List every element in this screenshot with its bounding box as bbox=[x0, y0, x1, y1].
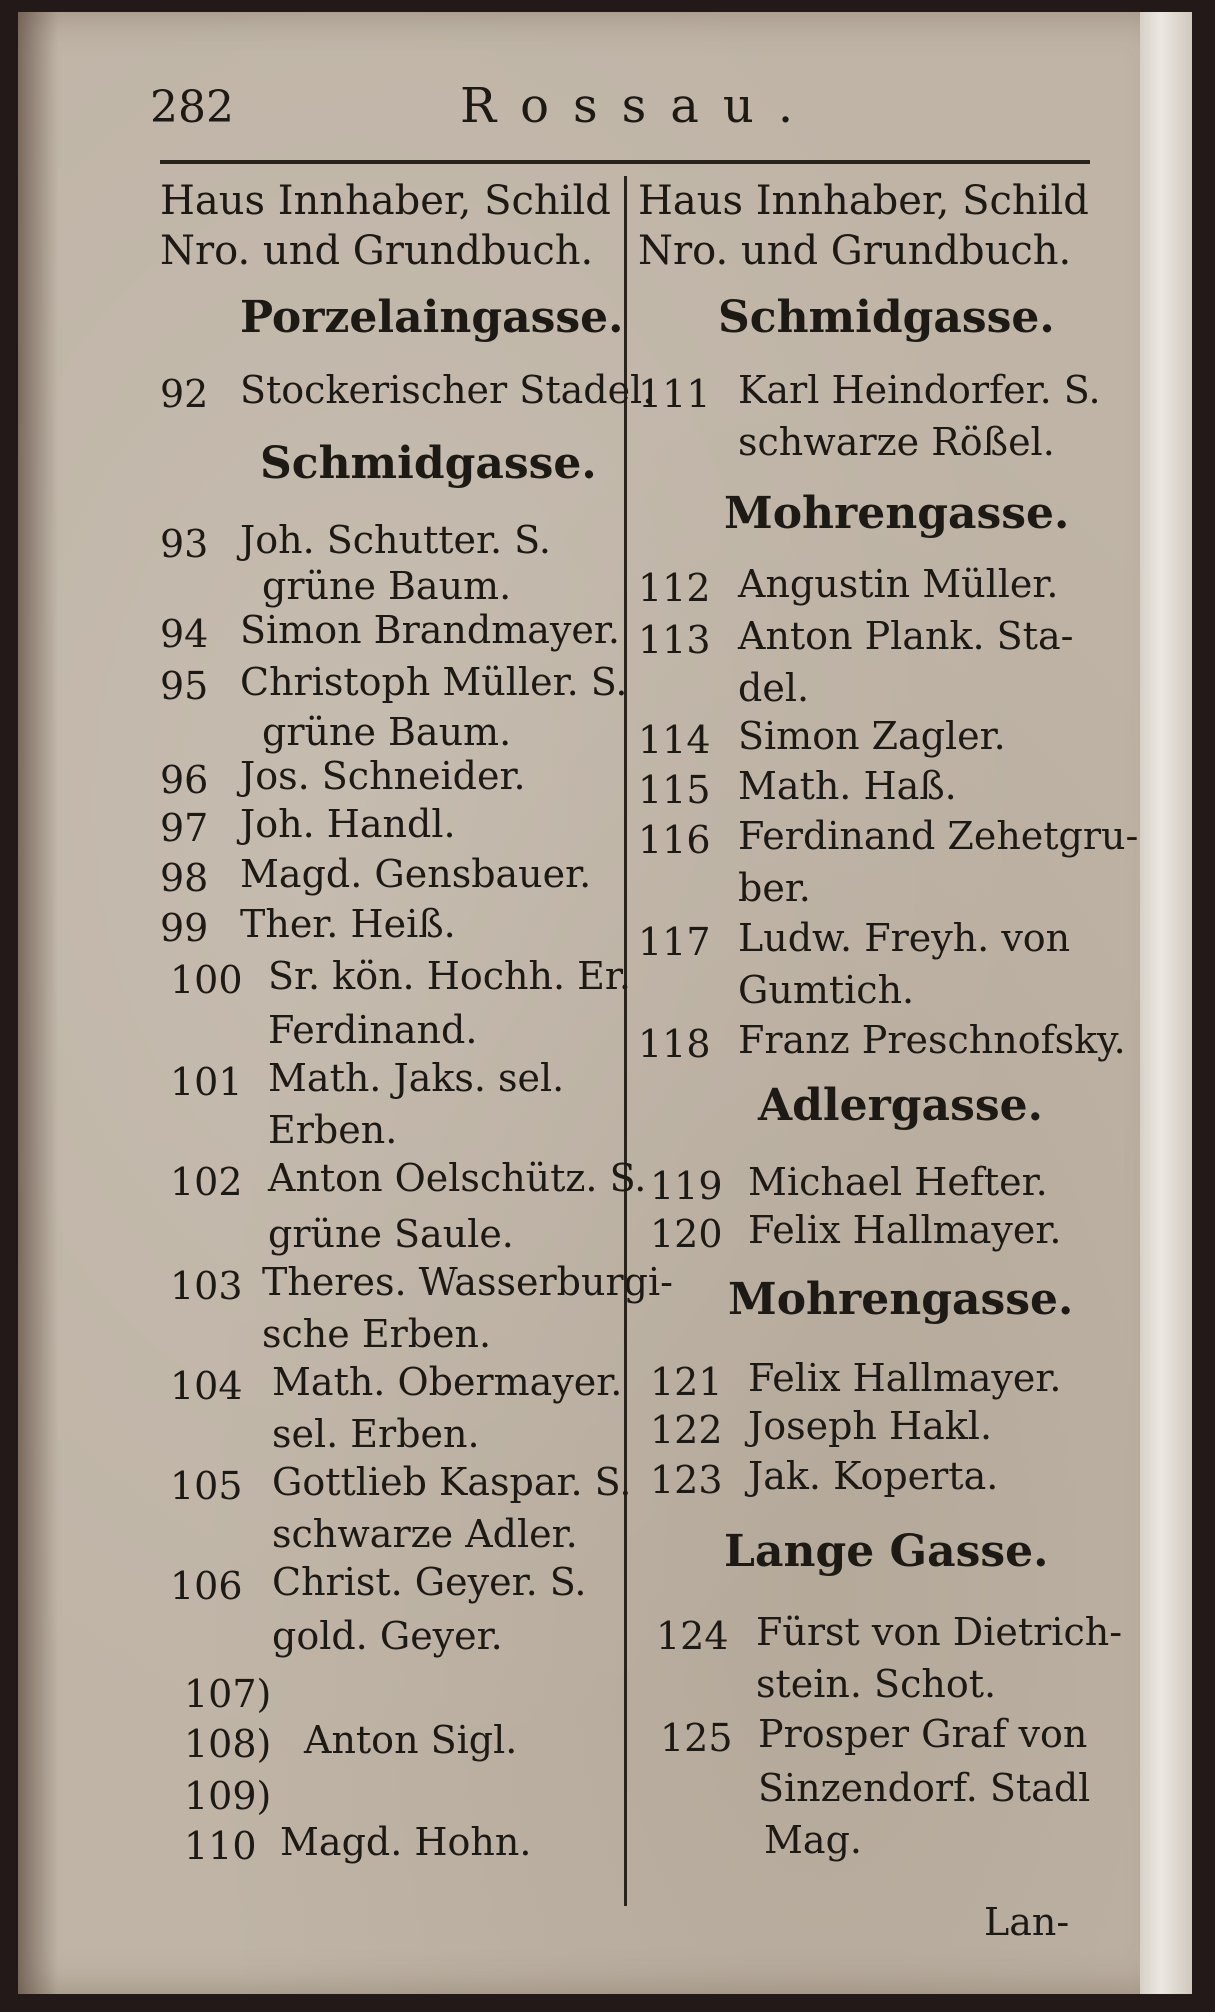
entry-text: Gottlieb Kaspar. S. bbox=[272, 1460, 632, 1504]
entry-continuation: Ferdinand. bbox=[268, 1008, 478, 1052]
entry-number: 112 bbox=[638, 566, 711, 610]
entry-number: 96 bbox=[160, 758, 209, 802]
entry-continuation: Gumtich. bbox=[738, 968, 915, 1012]
entry-number: 98 bbox=[160, 856, 209, 900]
entry-continuation: del. bbox=[738, 666, 810, 710]
entry-continuation: stein. Schot. bbox=[756, 1662, 997, 1706]
entry-number: 105 bbox=[170, 1464, 243, 1508]
entry-number: 123 bbox=[650, 1458, 723, 1502]
entry-number: 120 bbox=[650, 1212, 723, 1256]
entry-text: Michael Hefter. bbox=[748, 1160, 1048, 1204]
entry-text: Felix Hallmayer. bbox=[748, 1356, 1062, 1400]
entry-number: 119 bbox=[650, 1164, 723, 1208]
entry-number: 117 bbox=[638, 920, 711, 964]
page-number: 282 bbox=[150, 82, 234, 133]
section-title: Mohrengasse. bbox=[728, 1274, 1074, 1325]
entry-continuation: Erben. bbox=[268, 1108, 398, 1152]
entry-continuation: gold. Geyer. bbox=[272, 1614, 503, 1658]
entry-text: Felix Hallmayer. bbox=[748, 1208, 1062, 1252]
entry-text: Christ. Geyer. S. bbox=[272, 1560, 587, 1604]
spine-shadow bbox=[18, 12, 58, 1994]
entry-number: 93 bbox=[160, 522, 209, 566]
entry-text: Anton Plank. Sta- bbox=[738, 614, 1074, 658]
entry-continuation: sche Erben. bbox=[262, 1312, 492, 1356]
entry-text: Stockerischer Stadel. bbox=[240, 368, 655, 412]
entry-text: Fürst von Dietrich- bbox=[756, 1610, 1123, 1654]
entry-continuation: Sinzendorf. Stadl bbox=[758, 1766, 1091, 1810]
entry-text: Joh. Handl. bbox=[240, 802, 456, 846]
catchword: Lan- bbox=[984, 1900, 1070, 1944]
entry-text: Sr. kön. Hochh. Er. bbox=[268, 954, 631, 998]
section-title: Adlergasse. bbox=[758, 1080, 1043, 1131]
entry-number: 109) bbox=[184, 1774, 272, 1818]
entry-number: 107) bbox=[184, 1672, 272, 1716]
entry-continuation: schwarze Adler. bbox=[272, 1512, 578, 1556]
entry-text: Math. Jaks. sel. bbox=[268, 1056, 565, 1100]
entry-text: Ludw. Freyh. von bbox=[738, 916, 1071, 960]
entry-continuation: grüne Baum. bbox=[262, 564, 512, 608]
entry-number: 116 bbox=[638, 818, 711, 862]
entry-number: 103 bbox=[170, 1264, 243, 1308]
entry-number: 104 bbox=[170, 1364, 243, 1408]
entry-continuation: grüne Saule. bbox=[268, 1212, 514, 1256]
section-title: Schmidgasse. bbox=[260, 438, 597, 489]
entry-text: Jos. Schneider. bbox=[240, 754, 526, 798]
entry-number: 102 bbox=[170, 1160, 243, 1204]
entry-number: 110 bbox=[184, 1824, 257, 1868]
entry-text: Simon Brandmayer. bbox=[240, 608, 620, 652]
section-title: Schmidgasse. bbox=[718, 292, 1055, 343]
right-header-line2: Nro. und Grundbuch. bbox=[638, 228, 1072, 274]
left-header-line1: Haus Innhaber, Schild bbox=[160, 178, 611, 224]
entry-number: 124 bbox=[656, 1614, 729, 1658]
entry-number: 114 bbox=[638, 718, 711, 762]
entry-text: Joh. Schutter. S. bbox=[240, 518, 551, 562]
entry-number: 106 bbox=[170, 1564, 243, 1608]
entry-number: 99 bbox=[160, 906, 209, 950]
entry-number: 115 bbox=[638, 768, 711, 812]
entry-continuation: ber. bbox=[738, 866, 811, 910]
entry-text: Anton Sigl. bbox=[304, 1718, 518, 1762]
entry-continuation: sel. Erben. bbox=[272, 1412, 480, 1456]
entry-number: 100 bbox=[170, 958, 243, 1002]
entry-text: Franz Preschnofsky. bbox=[738, 1018, 1126, 1062]
entry-number: 95 bbox=[160, 664, 209, 708]
column-divider bbox=[624, 176, 627, 1906]
page-fore-edge bbox=[1140, 12, 1192, 1994]
entry-text: Magd. Gensbauer. bbox=[240, 852, 592, 896]
entry-number: 94 bbox=[160, 612, 209, 656]
header-rule bbox=[160, 160, 1090, 164]
entry-continuation: schwarze Rößel. bbox=[738, 420, 1055, 464]
entry-number: 111 bbox=[638, 372, 711, 416]
entry-number: 92 bbox=[160, 372, 209, 416]
entry-number: 101 bbox=[170, 1060, 243, 1104]
entry-text: Theres. Wasserburgi- bbox=[262, 1260, 673, 1304]
entry-number: 97 bbox=[160, 806, 209, 850]
entry-text: Magd. Hohn. bbox=[280, 1820, 532, 1864]
entry-text: Simon Zagler. bbox=[738, 714, 1006, 758]
entry-number: 118 bbox=[638, 1022, 711, 1066]
entry-text: Math. Obermayer. bbox=[272, 1360, 623, 1404]
entry-continuation: grüne Baum. bbox=[262, 710, 512, 754]
section-title: Porzelaingasse. bbox=[240, 292, 624, 343]
entry-continuation: Mag. bbox=[764, 1818, 862, 1862]
entry-number: 121 bbox=[650, 1360, 723, 1404]
entry-text: Anton Oelschütz. S. bbox=[268, 1156, 647, 1200]
entry-number: 122 bbox=[650, 1408, 723, 1452]
entry-text: Christoph Müller. S. bbox=[240, 660, 628, 704]
right-header-line1: Haus Innhaber, Schild bbox=[638, 178, 1089, 224]
running-head: Rossau. bbox=[460, 78, 818, 134]
section-title: Lange Gasse. bbox=[724, 1526, 1049, 1577]
section-title: Mohrengasse. bbox=[724, 488, 1070, 539]
entry-text: Ferdinand Zehetgru- bbox=[738, 814, 1139, 858]
entry-text: Prosper Graf von bbox=[758, 1712, 1088, 1756]
entry-text: Math. Haß. bbox=[738, 764, 957, 808]
entry-text: Joseph Hakl. bbox=[748, 1404, 993, 1448]
entry-text: Angustin Müller. bbox=[738, 562, 1059, 606]
entry-number: 108) bbox=[184, 1722, 272, 1766]
left-column-header bbox=[160, 176, 611, 276]
left-header-line2: Nro. und Grundbuch. bbox=[160, 228, 594, 274]
entry-text: Jak. Koperta. bbox=[748, 1454, 999, 1498]
entry-number: 125 bbox=[660, 1716, 733, 1760]
entry-text: Karl Heindorfer. S. bbox=[738, 368, 1101, 412]
entry-text: Ther. Heiß. bbox=[240, 902, 456, 946]
right-column-header bbox=[638, 176, 1089, 276]
entry-number: 113 bbox=[638, 618, 711, 662]
